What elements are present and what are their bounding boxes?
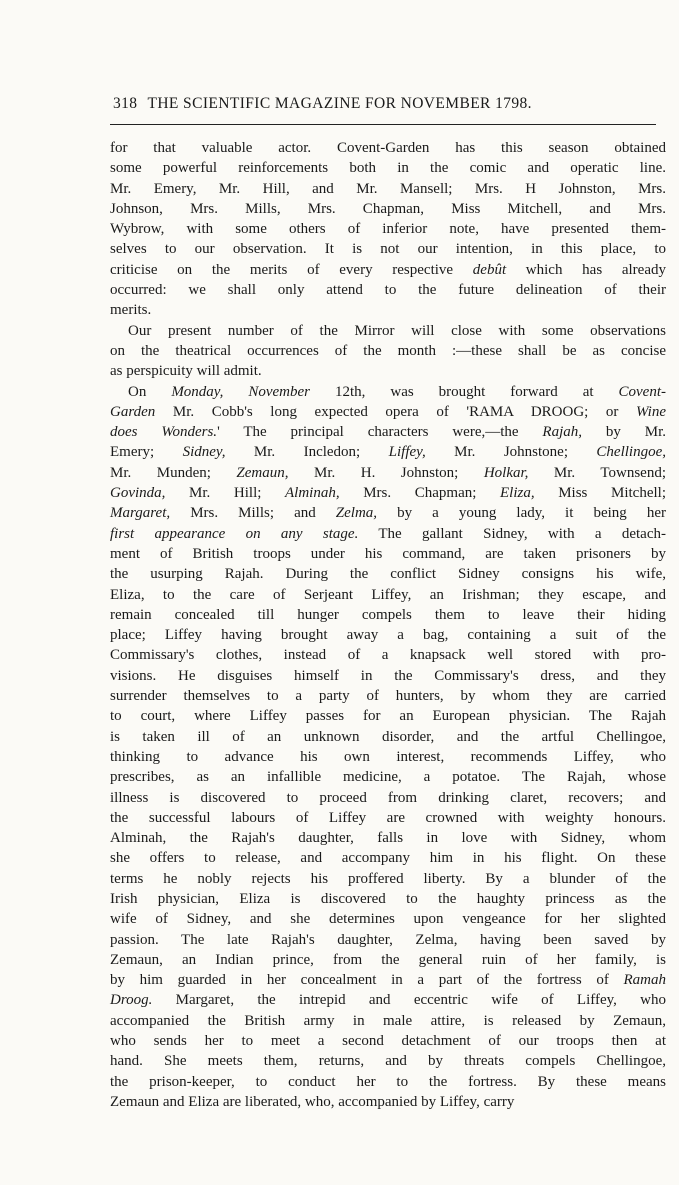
text-line: is taken ill of an unknown disorder, and the artful Chellingoe, — [110, 728, 666, 745]
text-line: prescribes, as an infallible medicine, a potatoe. The Rajah, whose — [110, 769, 666, 786]
text-line: place; Liffey having brought away a bag, containing a suit of the — [110, 627, 666, 644]
text-line: occurred: we shall only attend to the future delineation of their — [110, 282, 666, 299]
text-line: does Wonders.' The principal characters were,—the Rajah, by Mr. — [110, 424, 666, 441]
text-line: Commissary's clothes, instead of a knapsack well stored with pro- — [110, 647, 666, 664]
text-line: surrender themselves to a party of hunters, by whom they are carried — [110, 688, 666, 705]
text-line: the usurping Rajah. During the conflict Sidney consigns his wife, — [110, 566, 666, 583]
text-line: Johnson, Mrs. Mills, Mrs. Chapman, Miss Mitchell, and Mrs. — [110, 200, 666, 217]
running-header — [113, 95, 653, 113]
text-line: accompanied the British army in male attire, is released by Zemaun, — [110, 1012, 666, 1029]
text-line: passion. The late Rajah's daughter, Zelma, having been saved by — [110, 931, 666, 948]
text-line: Mr. Emery, Mr. Hill, and Mr. Mansell; Mrs. H Johnston, Mrs. — [110, 180, 666, 197]
text-line: Wybrow, with some others of inferior note, have presented them- — [110, 221, 666, 238]
text-line: Droog. Margaret, the intrepid and eccentric wife of Liffey, who — [110, 992, 666, 1009]
text-line: ment of British troops under his command, are taken prisoners by — [110, 545, 666, 562]
text-line: visions. He disguises himself in the Commissary's dress, and they — [110, 667, 666, 684]
text-line: remain concealed till hunger compels them to leave their hiding — [110, 606, 666, 623]
text-line: the prison-keeper, to conduct her to the fortress. By these means — [110, 1073, 666, 1090]
text-line: selves to our observation. It is not our intention, in this place, to — [110, 241, 666, 258]
text-line: by him guarded in her concealment in a part of the fortress of Ramah — [110, 972, 666, 989]
text-line: Our present number of the Mirror will close with some observations — [128, 322, 666, 339]
text-line: first appearance on any stage. The gallant Sidney, with a detach- — [110, 525, 666, 542]
text-line: hand. She meets them, returns, and by threats compels Chellingoe, — [110, 1053, 666, 1070]
text-line: Alminah, the Rajah's daughter, falls in love with Sidney, whom — [110, 830, 666, 847]
text-line: Eliza, to the care of Serjeant Liffey, an Irishman; they escape, and — [110, 586, 666, 603]
text-line: for that valuable actor. Covent-Garden has this season obtained — [110, 140, 666, 156]
running-title: THE SCIENTIFIC MAGAZINE FOR NOVEMBER 1798. — [147, 95, 532, 112]
text-line: On Monday, November 12th, was brought forward at Covent- — [128, 383, 666, 400]
text-line: on the theatrical occurrences of the month :—these shall be as concise — [110, 342, 666, 359]
text-line: some powerful reinforcements both in the comic and operatic line. — [110, 160, 666, 177]
text-line: illness is discovered to proceed from drinking claret, recovers; and — [110, 789, 666, 806]
text-line: thinking to advance his own interest, recommends Liffey, who — [110, 748, 666, 765]
text-line: Govinda, Mr. Hill; Alminah, Mrs. Chapman; Eliza, Miss Mitchell; — [110, 485, 666, 502]
text-line: Garden Mr. Cobb's long expected opera of 'RAMA DROOG; or Wine — [110, 403, 666, 420]
text-line: Zemaun, an Indian prince, from the general ruin of her family, is — [110, 951, 666, 968]
text-line: Emery; Sidney, Mr. Incledon; Liffey, Mr. Johnstone; Chellingoe, — [110, 444, 666, 461]
text-line: as perspicuity will admit. — [110, 363, 262, 380]
page-number: 318 — [113, 95, 138, 112]
text-line: merits. — [110, 302, 152, 319]
header-rule — [110, 124, 656, 125]
text-line: wife of Sidney, and she determines upon vengeance for her slighted — [110, 911, 666, 928]
body-text — [110, 138, 666, 1112]
text-line: criticise on the merits of every respective debût which has already — [110, 261, 666, 278]
text-line: to court, where Liffey passes for an European physician. The Rajah — [110, 708, 666, 725]
text-line: the successful labours of Liffey are crowned with weighty honours. — [110, 809, 666, 826]
text-line: terms he nobly rejects his proffered liberty. By a blunder of the — [110, 870, 666, 887]
text-line: Margaret, Mrs. Mills; and Zelma, by a young lady, it being her — [110, 505, 666, 522]
text-line: Irish physician, Eliza is discovered to the haughty princess as the — [110, 890, 666, 907]
text-line: Mr. Munden; Zemaun, Mr. H. Johnston; Holkar, Mr. Townsend; — [110, 464, 666, 481]
text-line: she offers to release, and accompany him in his flight. On these — [110, 850, 666, 867]
text-line: Zemaun and Eliza are liberated, who, accompanied by Liffey, carry — [110, 1093, 515, 1110]
text-line: who sends her to meet a second detachment of our troops then at — [110, 1033, 666, 1050]
